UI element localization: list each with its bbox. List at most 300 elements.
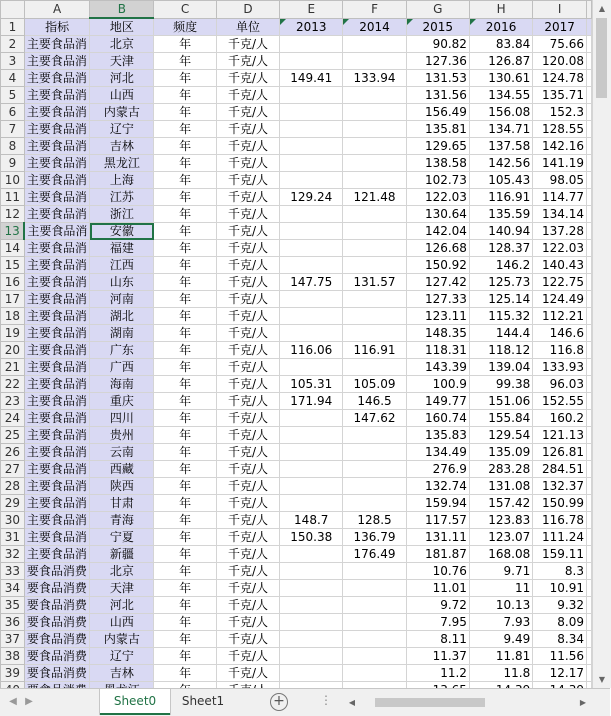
cell-b[interactable]: 江西 bbox=[90, 257, 154, 274]
cell-h[interactable]: 99.38 bbox=[469, 376, 532, 393]
cell-h[interactable]: 140.94 bbox=[469, 223, 532, 240]
row-header[interactable]: 12 bbox=[1, 206, 25, 223]
cell-d[interactable]: 千克/人 bbox=[216, 325, 279, 342]
cell-e[interactable]: 150.38 bbox=[280, 529, 343, 546]
cell-g[interactable]: 138.58 bbox=[406, 155, 469, 172]
cell-b[interactable]: 西藏 bbox=[90, 461, 154, 478]
more-options-icon[interactable]: ⋮ bbox=[320, 693, 332, 707]
row-header[interactable]: 9 bbox=[1, 155, 25, 172]
cell-e[interactable] bbox=[280, 648, 343, 665]
row-header[interactable]: 30 bbox=[1, 512, 25, 529]
cell-c[interactable]: 年 bbox=[154, 53, 217, 70]
cell-b[interactable]: 贵州 bbox=[90, 427, 154, 444]
cell-f[interactable] bbox=[343, 206, 406, 223]
cell-c[interactable]: 年 bbox=[154, 223, 217, 240]
cell-f[interactable]: 133.94 bbox=[343, 70, 406, 87]
scroll-left-icon[interactable]: ◀ bbox=[348, 698, 356, 707]
cell-h[interactable]: 118.12 bbox=[469, 342, 532, 359]
row-header[interactable]: 20 bbox=[1, 342, 25, 359]
cell-i[interactable]: 150.99 bbox=[533, 495, 587, 512]
cell-d[interactable]: 千克/人 bbox=[216, 138, 279, 155]
cell-b[interactable]: 湖南 bbox=[90, 325, 154, 342]
cell-e[interactable] bbox=[280, 427, 343, 444]
cell-d[interactable]: 千克/人 bbox=[216, 580, 279, 597]
cell-i[interactable]: 134.14 bbox=[533, 206, 587, 223]
cell-d[interactable]: 千克/人 bbox=[216, 70, 279, 87]
cell-d[interactable]: 千克/人 bbox=[216, 614, 279, 631]
cell-f[interactable] bbox=[343, 359, 406, 376]
row-header[interactable]: 38 bbox=[1, 648, 25, 665]
cell-b[interactable]: 天津 bbox=[90, 53, 154, 70]
cell-b[interactable]: 四川 bbox=[90, 410, 154, 427]
cell-g[interactable]: 150.92 bbox=[406, 257, 469, 274]
cell-e[interactable] bbox=[280, 546, 343, 563]
cell-e[interactable] bbox=[280, 631, 343, 648]
cell-h[interactable]: 9.49 bbox=[469, 631, 532, 648]
cell-i[interactable]: 137.28 bbox=[533, 223, 587, 240]
cell-a[interactable]: 主要食品消 bbox=[24, 70, 90, 87]
cell-b[interactable]: 甘肃 bbox=[90, 495, 154, 512]
cell-b[interactable]: 安徽 bbox=[90, 223, 154, 240]
cell-h[interactable]: 156.08 bbox=[469, 104, 532, 121]
cell-d[interactable]: 千克/人 bbox=[216, 444, 279, 461]
row-header[interactable]: 23 bbox=[1, 393, 25, 410]
header-cell-f[interactable]: 2014 bbox=[343, 18, 406, 36]
cell-c[interactable]: 年 bbox=[154, 529, 217, 546]
tab-sheet1[interactable]: Sheet1 bbox=[181, 694, 225, 708]
cell-i[interactable]: 146.6 bbox=[533, 325, 587, 342]
cell-h[interactable]: 125.73 bbox=[469, 274, 532, 291]
cell-h[interactable]: 144.4 bbox=[469, 325, 532, 342]
cell-a[interactable]: 主要食品消 bbox=[24, 172, 90, 189]
cell-f[interactable] bbox=[343, 121, 406, 138]
cell-i[interactable]: 120.08 bbox=[533, 53, 587, 70]
column-header-b[interactable]: B bbox=[90, 1, 154, 19]
cell-a[interactable]: 要食品消费 bbox=[24, 614, 90, 631]
cell-e[interactable] bbox=[280, 121, 343, 138]
cell-e[interactable] bbox=[280, 308, 343, 325]
cell-a[interactable]: 主要食品消 bbox=[24, 257, 90, 274]
cell-c[interactable]: 年 bbox=[154, 172, 217, 189]
header-cell-e[interactable]: 2013 bbox=[280, 18, 343, 36]
row-header[interactable]: 35 bbox=[1, 597, 25, 614]
cell-g[interactable]: 132.74 bbox=[406, 478, 469, 495]
cell-e[interactable] bbox=[280, 444, 343, 461]
cell-d[interactable]: 千克/人 bbox=[216, 427, 279, 444]
cell-a[interactable]: 要食品消费 bbox=[24, 665, 90, 682]
cell-f[interactable] bbox=[343, 325, 406, 342]
header-cell-a[interactable]: 指标 bbox=[24, 18, 90, 36]
cell-d[interactable]: 千克/人 bbox=[216, 461, 279, 478]
vertical-scrollbar[interactable] bbox=[592, 0, 611, 688]
cell-f[interactable]: 136.79 bbox=[343, 529, 406, 546]
cell-i[interactable]: 140.43 bbox=[533, 257, 587, 274]
cell-g[interactable]: 142.04 bbox=[406, 223, 469, 240]
row-header[interactable]: 34 bbox=[1, 580, 25, 597]
cell-g[interactable]: 11.37 bbox=[406, 648, 469, 665]
cell-f[interactable] bbox=[343, 580, 406, 597]
cell-a[interactable]: 主要食品消 bbox=[24, 274, 90, 291]
cell-e[interactable] bbox=[280, 461, 343, 478]
cell-b[interactable]: 山西 bbox=[90, 614, 154, 631]
cell-f[interactable] bbox=[343, 155, 406, 172]
cell-g[interactable]: 181.87 bbox=[406, 546, 469, 563]
cell-f[interactable] bbox=[343, 138, 406, 155]
cell-a[interactable]: 主要食品消 bbox=[24, 478, 90, 495]
cell-f[interactable] bbox=[343, 223, 406, 240]
cell-a[interactable]: 主要食品消 bbox=[24, 121, 90, 138]
cell-b[interactable]: 上海 bbox=[90, 172, 154, 189]
cell-c[interactable]: 年 bbox=[154, 189, 217, 206]
cell-h[interactable]: 139.04 bbox=[469, 359, 532, 376]
row-header[interactable]: 21 bbox=[1, 359, 25, 376]
cell-h[interactable]: 10.13 bbox=[469, 597, 532, 614]
cell-h[interactable]: 126.87 bbox=[469, 53, 532, 70]
cell-h[interactable]: 128.37 bbox=[469, 240, 532, 257]
cell-b[interactable]: 内蒙古 bbox=[90, 631, 154, 648]
cell-a[interactable]: 主要食品消 bbox=[24, 206, 90, 223]
row-header[interactable]: 26 bbox=[1, 444, 25, 461]
cell-i[interactable]: 111.24 bbox=[533, 529, 587, 546]
cell-a[interactable]: 主要食品消 bbox=[24, 427, 90, 444]
cell-g[interactable]: 149.77 bbox=[406, 393, 469, 410]
cell-g[interactable]: 127.42 bbox=[406, 274, 469, 291]
column-header-g[interactable]: G bbox=[406, 1, 469, 19]
cell-c[interactable]: 年 bbox=[154, 444, 217, 461]
cell-g[interactable]: 148.35 bbox=[406, 325, 469, 342]
cell-c[interactable]: 年 bbox=[154, 563, 217, 580]
cell-g[interactable]: 90.82 bbox=[406, 36, 469, 53]
cell-c[interactable]: 年 bbox=[154, 155, 217, 172]
cell-h[interactable]: 168.08 bbox=[469, 546, 532, 563]
cell-b[interactable]: 河北 bbox=[90, 70, 154, 87]
cell-h[interactable]: 105.43 bbox=[469, 172, 532, 189]
row-header[interactable]: 14 bbox=[1, 240, 25, 257]
cell-c[interactable]: 年 bbox=[154, 308, 217, 325]
cell-e[interactable] bbox=[280, 597, 343, 614]
cell-a[interactable]: 要食品消费 bbox=[24, 563, 90, 580]
cell-h[interactable]: 131.08 bbox=[469, 478, 532, 495]
header-cell-c[interactable]: 频度 bbox=[154, 18, 217, 36]
cell-e[interactable] bbox=[280, 87, 343, 104]
cell-d[interactable]: 千克/人 bbox=[216, 87, 279, 104]
cell-d[interactable]: 千克/人 bbox=[216, 546, 279, 563]
row-header[interactable]: 3 bbox=[1, 53, 25, 70]
cell-b[interactable]: 重庆 bbox=[90, 393, 154, 410]
cell-e[interactable] bbox=[280, 206, 343, 223]
row-header[interactable]: 39 bbox=[1, 665, 25, 682]
cell-f[interactable] bbox=[343, 444, 406, 461]
cell-c[interactable]: 年 bbox=[154, 104, 217, 121]
cell-c[interactable]: 年 bbox=[154, 274, 217, 291]
cell-d[interactable]: 千克/人 bbox=[216, 631, 279, 648]
scroll-right-icon[interactable]: ▶ bbox=[579, 698, 587, 707]
cell-c[interactable]: 年 bbox=[154, 138, 217, 155]
cell-h[interactable]: 129.54 bbox=[469, 427, 532, 444]
cell-a[interactable]: 主要食品消 bbox=[24, 529, 90, 546]
cell-c[interactable]: 年 bbox=[154, 597, 217, 614]
cell-b[interactable]: 北京 bbox=[90, 36, 154, 53]
cell-a[interactable]: 主要食品消 bbox=[24, 410, 90, 427]
row-header[interactable]: 33 bbox=[1, 563, 25, 580]
cell-g[interactable]: 143.39 bbox=[406, 359, 469, 376]
cell-b[interactable]: 吉林 bbox=[90, 138, 154, 155]
cell-d[interactable]: 千克/人 bbox=[216, 495, 279, 512]
cell-d[interactable]: 千克/人 bbox=[216, 206, 279, 223]
cell-c[interactable]: 年 bbox=[154, 359, 217, 376]
column-header-d[interactable]: D bbox=[216, 1, 279, 19]
cell-i[interactable]: 12.17 bbox=[533, 665, 587, 682]
cell-h[interactable]: 11 bbox=[469, 580, 532, 597]
cell-c[interactable]: 年 bbox=[154, 410, 217, 427]
row-header[interactable]: 27 bbox=[1, 461, 25, 478]
cell-g[interactable]: 156.49 bbox=[406, 104, 469, 121]
cell-d[interactable]: 千克/人 bbox=[216, 189, 279, 206]
cell-a[interactable]: 主要食品消 bbox=[24, 393, 90, 410]
cell-c[interactable]: 年 bbox=[154, 121, 217, 138]
cell-b[interactable]: 青海 bbox=[90, 512, 154, 529]
cell-i[interactable]: 152.3 bbox=[533, 104, 587, 121]
cell-e[interactable] bbox=[280, 223, 343, 240]
cell-b[interactable]: 山东 bbox=[90, 274, 154, 291]
cell-c[interactable]: 年 bbox=[154, 36, 217, 53]
cell-a[interactable]: 主要食品消 bbox=[24, 325, 90, 342]
cell-c[interactable]: 年 bbox=[154, 376, 217, 393]
cell-i[interactable]: 116.8 bbox=[533, 342, 587, 359]
cell-c[interactable]: 年 bbox=[154, 512, 217, 529]
row-header[interactable]: 13 bbox=[1, 223, 25, 240]
cell-d[interactable]: 千克/人 bbox=[216, 376, 279, 393]
cell-e[interactable] bbox=[280, 563, 343, 580]
cell-b[interactable]: 广西 bbox=[90, 359, 154, 376]
row-header[interactable]: 19 bbox=[1, 325, 25, 342]
header-cell-h[interactable]: 2016 bbox=[469, 18, 532, 36]
cell-g[interactable]: 130.64 bbox=[406, 206, 469, 223]
cell-i[interactable]: 9.32 bbox=[533, 597, 587, 614]
cell-e[interactable]: 129.24 bbox=[280, 189, 343, 206]
cell-f[interactable] bbox=[343, 104, 406, 121]
cell-e[interactable]: 116.06 bbox=[280, 342, 343, 359]
cell-b[interactable]: 浙江 bbox=[90, 206, 154, 223]
cell-g[interactable]: 276.9 bbox=[406, 461, 469, 478]
cell-a[interactable]: 主要食品消 bbox=[24, 546, 90, 563]
cell-f[interactable] bbox=[343, 597, 406, 614]
column-header-e[interactable]: E bbox=[280, 1, 343, 19]
row-header[interactable]: 7 bbox=[1, 121, 25, 138]
cell-e[interactable] bbox=[280, 257, 343, 274]
cell-f[interactable] bbox=[343, 665, 406, 682]
cell-c[interactable]: 年 bbox=[154, 461, 217, 478]
cell-i[interactable]: 133.93 bbox=[533, 359, 587, 376]
cell-e[interactable] bbox=[280, 325, 343, 342]
cell-c[interactable]: 年 bbox=[154, 342, 217, 359]
cell-g[interactable]: 102.73 bbox=[406, 172, 469, 189]
cell-f[interactable] bbox=[343, 308, 406, 325]
cell-d[interactable]: 千克/人 bbox=[216, 342, 279, 359]
cell-f[interactable] bbox=[343, 614, 406, 631]
cell-g[interactable]: 134.49 bbox=[406, 444, 469, 461]
cell-h[interactable]: 123.83 bbox=[469, 512, 532, 529]
cell-f[interactable]: 176.49 bbox=[343, 546, 406, 563]
cell-c[interactable]: 年 bbox=[154, 546, 217, 563]
cell-i[interactable]: 8.34 bbox=[533, 631, 587, 648]
cell-h[interactable]: 151.06 bbox=[469, 393, 532, 410]
cell-b[interactable]: 福建 bbox=[90, 240, 154, 257]
cell-g[interactable]: 129.65 bbox=[406, 138, 469, 155]
cell-i[interactable]: 128.55 bbox=[533, 121, 587, 138]
cell-a[interactable]: 主要食品消 bbox=[24, 359, 90, 376]
row-header[interactable]: 16 bbox=[1, 274, 25, 291]
cell-h[interactable]: 142.56 bbox=[469, 155, 532, 172]
cell-d[interactable]: 千克/人 bbox=[216, 104, 279, 121]
cell-d[interactable]: 千克/人 bbox=[216, 257, 279, 274]
cell-g[interactable]: 126.68 bbox=[406, 240, 469, 257]
horizontal-scroll-thumb[interactable] bbox=[375, 698, 485, 707]
cell-e[interactable] bbox=[280, 172, 343, 189]
prev-sheet-icon[interactable]: ◀ bbox=[9, 696, 17, 707]
cell-f[interactable] bbox=[343, 631, 406, 648]
cell-e[interactable] bbox=[280, 53, 343, 70]
cell-g[interactable]: 122.03 bbox=[406, 189, 469, 206]
cell-e[interactable]: 171.94 bbox=[280, 393, 343, 410]
cell-f[interactable]: 128.5 bbox=[343, 512, 406, 529]
cell-i[interactable]: 159.11 bbox=[533, 546, 587, 563]
cell-d[interactable]: 千克/人 bbox=[216, 529, 279, 546]
row-header[interactable]: 8 bbox=[1, 138, 25, 155]
cell-h[interactable]: 130.61 bbox=[469, 70, 532, 87]
cell-i[interactable]: 122.75 bbox=[533, 274, 587, 291]
cell-b[interactable]: 河南 bbox=[90, 291, 154, 308]
cell-b[interactable]: 山西 bbox=[90, 87, 154, 104]
cell-i[interactable]: 122.03 bbox=[533, 240, 587, 257]
cell-i[interactable]: 10.91 bbox=[533, 580, 587, 597]
cell-g[interactable]: 135.83 bbox=[406, 427, 469, 444]
cell-e[interactable]: 148.7 bbox=[280, 512, 343, 529]
cell-f[interactable] bbox=[343, 36, 406, 53]
cell-g[interactable]: 7.95 bbox=[406, 614, 469, 631]
cell-e[interactable] bbox=[280, 240, 343, 257]
cell-c[interactable]: 年 bbox=[154, 325, 217, 342]
row-header[interactable]: 36 bbox=[1, 614, 25, 631]
cell-d[interactable]: 千克/人 bbox=[216, 308, 279, 325]
cell-b[interactable]: 黑龙江 bbox=[90, 155, 154, 172]
row-header[interactable]: 4 bbox=[1, 70, 25, 87]
cell-f[interactable] bbox=[343, 495, 406, 512]
cell-c[interactable]: 年 bbox=[154, 495, 217, 512]
cell-e[interactable]: 147.75 bbox=[280, 274, 343, 291]
column-header-f[interactable]: F bbox=[343, 1, 406, 19]
row-header[interactable]: 37 bbox=[1, 631, 25, 648]
cell-g[interactable]: 9.72 bbox=[406, 597, 469, 614]
cell-f[interactable] bbox=[343, 87, 406, 104]
cell-c[interactable]: 年 bbox=[154, 631, 217, 648]
cell-a[interactable]: 主要食品消 bbox=[24, 308, 90, 325]
cell-i[interactable]: 124.78 bbox=[533, 70, 587, 87]
cell-f[interactable]: 147.62 bbox=[343, 410, 406, 427]
cell-g[interactable]: 123.11 bbox=[406, 308, 469, 325]
column-header-i[interactable]: I bbox=[533, 1, 587, 19]
cell-g[interactable]: 131.53 bbox=[406, 70, 469, 87]
row-header[interactable]: 11 bbox=[1, 189, 25, 206]
add-sheet-icon[interactable]: + bbox=[270, 693, 288, 711]
cell-a[interactable]: 主要食品消 bbox=[24, 495, 90, 512]
cell-h[interactable]: 134.71 bbox=[469, 121, 532, 138]
cell-b[interactable]: 湖北 bbox=[90, 308, 154, 325]
cell-b[interactable]: 云南 bbox=[90, 444, 154, 461]
cell-f[interactable]: 131.57 bbox=[343, 274, 406, 291]
cell-b[interactable]: 海南 bbox=[90, 376, 154, 393]
horizontal-scrollbar[interactable] bbox=[345, 695, 590, 710]
cell-h[interactable]: 146.2 bbox=[469, 257, 532, 274]
row-header[interactable]: 10 bbox=[1, 172, 25, 189]
cell-e[interactable] bbox=[280, 36, 343, 53]
cell-b[interactable]: 新疆 bbox=[90, 546, 154, 563]
cell-e[interactable] bbox=[280, 478, 343, 495]
cell-d[interactable]: 千克/人 bbox=[216, 512, 279, 529]
cell-f[interactable]: 105.09 bbox=[343, 376, 406, 393]
cell-e[interactable] bbox=[280, 665, 343, 682]
row-header[interactable]: 15 bbox=[1, 257, 25, 274]
cell-c[interactable]: 年 bbox=[154, 665, 217, 682]
cell-d[interactable]: 千克/人 bbox=[216, 665, 279, 682]
cell-e[interactable] bbox=[280, 359, 343, 376]
cell-h[interactable]: 123.07 bbox=[469, 529, 532, 546]
vertical-scroll-thumb[interactable] bbox=[596, 18, 607, 98]
cell-b[interactable]: 内蒙古 bbox=[90, 104, 154, 121]
cell-d[interactable]: 千克/人 bbox=[216, 121, 279, 138]
cell-b[interactable]: 北京 bbox=[90, 563, 154, 580]
cell-c[interactable]: 年 bbox=[154, 614, 217, 631]
cell-d[interactable]: 千克/人 bbox=[216, 274, 279, 291]
row-header[interactable]: 5 bbox=[1, 87, 25, 104]
cell-c[interactable]: 年 bbox=[154, 427, 217, 444]
cell-c[interactable]: 年 bbox=[154, 648, 217, 665]
cell-a[interactable]: 主要食品消 bbox=[24, 104, 90, 121]
cell-a[interactable]: 主要食品消 bbox=[24, 444, 90, 461]
cell-d[interactable]: 千克/人 bbox=[216, 359, 279, 376]
cell-f[interactable] bbox=[343, 257, 406, 274]
scroll-up-icon[interactable]: ▲ bbox=[598, 4, 606, 13]
cell-e[interactable] bbox=[280, 614, 343, 631]
cell-a[interactable]: 要食品消费 bbox=[24, 648, 90, 665]
row-header[interactable]: 1 bbox=[1, 18, 25, 36]
row-header[interactable]: 31 bbox=[1, 529, 25, 546]
row-header[interactable]: 32 bbox=[1, 546, 25, 563]
cell-a[interactable]: 主要食品消 bbox=[24, 376, 90, 393]
row-header[interactable]: 6 bbox=[1, 104, 25, 121]
cell-b[interactable]: 河北 bbox=[90, 597, 154, 614]
cell-d[interactable]: 千克/人 bbox=[216, 155, 279, 172]
cell-b[interactable]: 吉林 bbox=[90, 665, 154, 682]
cell-a[interactable]: 主要食品消 bbox=[24, 223, 90, 240]
row-header[interactable]: 29 bbox=[1, 495, 25, 512]
cell-d[interactable]: 千克/人 bbox=[216, 53, 279, 70]
cell-f[interactable]: 121.48 bbox=[343, 189, 406, 206]
cell-i[interactable]: 152.55 bbox=[533, 393, 587, 410]
row-header[interactable]: 28 bbox=[1, 478, 25, 495]
cell-f[interactable] bbox=[343, 172, 406, 189]
scroll-down-icon[interactable]: ▼ bbox=[598, 675, 606, 684]
cell-a[interactable]: 主要食品消 bbox=[24, 189, 90, 206]
cell-i[interactable]: 98.05 bbox=[533, 172, 587, 189]
cell-f[interactable] bbox=[343, 291, 406, 308]
cell-g[interactable]: 127.36 bbox=[406, 53, 469, 70]
cell-c[interactable]: 年 bbox=[154, 70, 217, 87]
cell-c[interactable]: 年 bbox=[154, 478, 217, 495]
cell-f[interactable] bbox=[343, 240, 406, 257]
next-sheet-icon[interactable]: ▶ bbox=[25, 696, 33, 707]
cell-g[interactable]: 160.74 bbox=[406, 410, 469, 427]
